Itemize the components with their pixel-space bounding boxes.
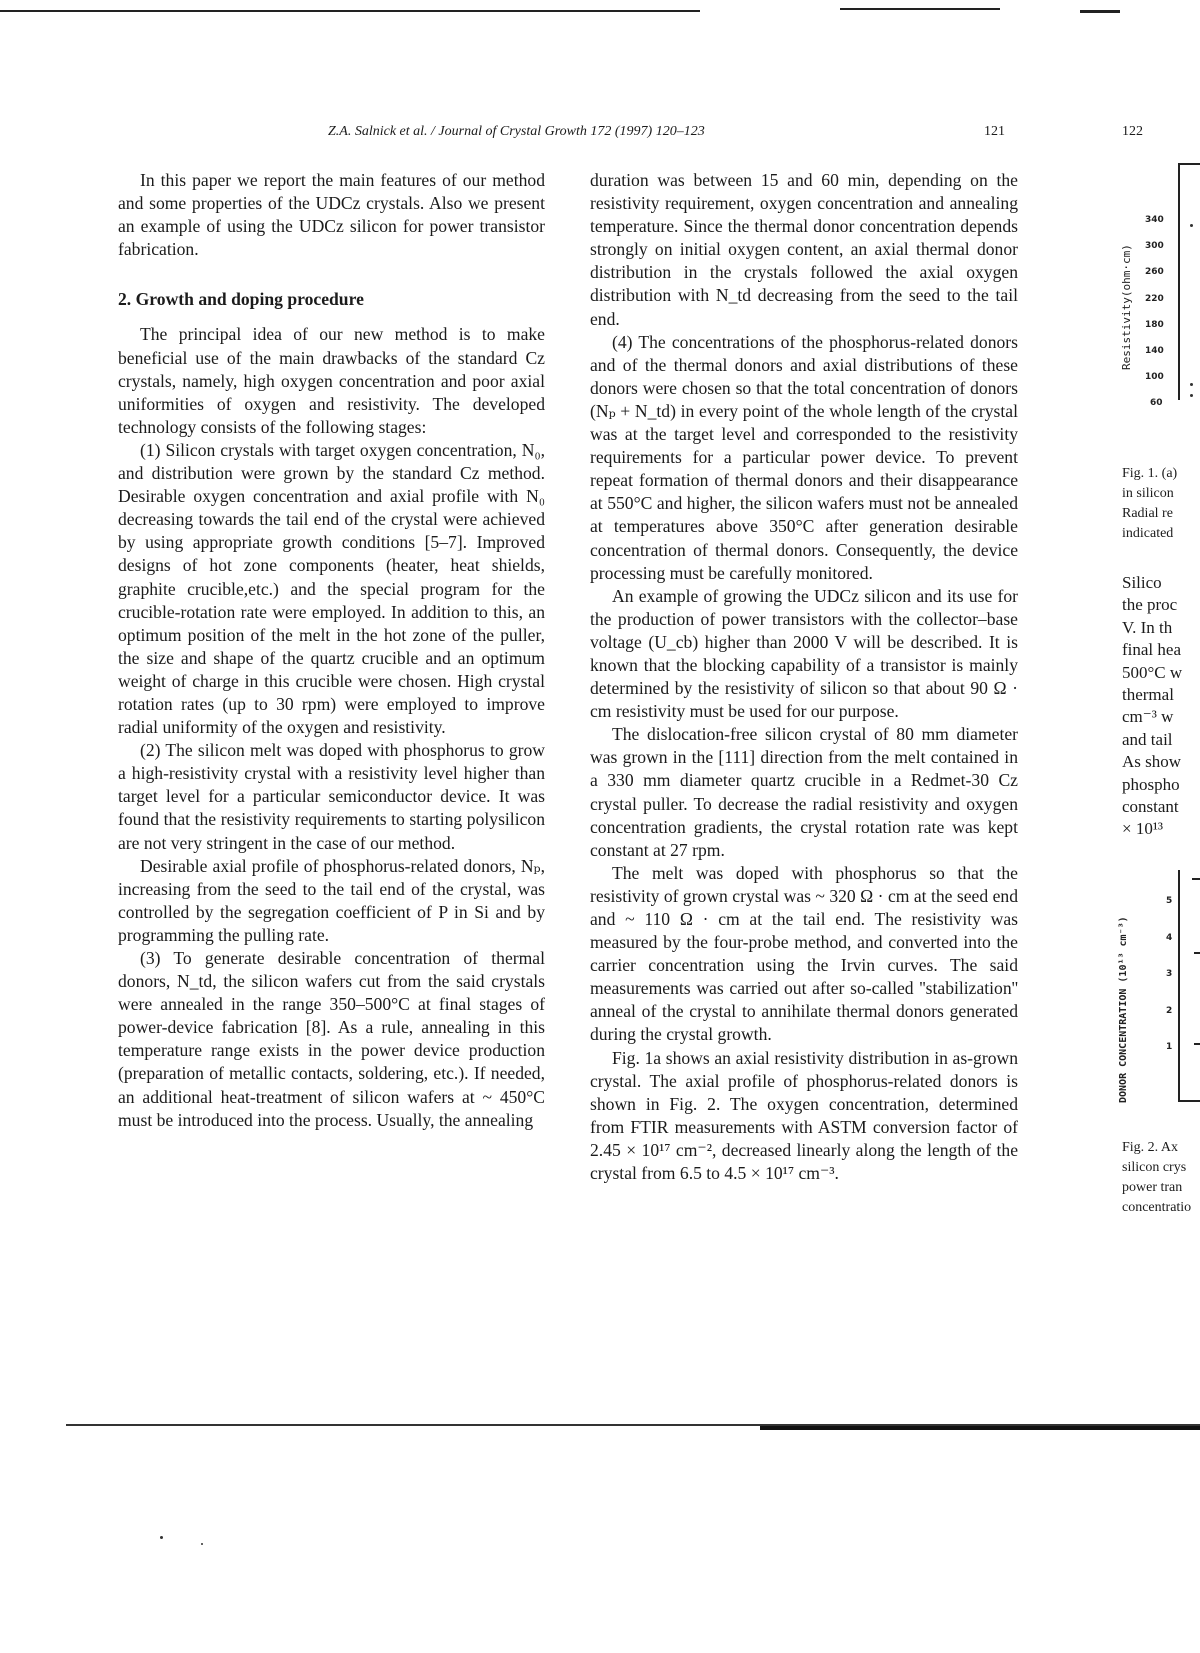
paragraph: (4) The concentrations of the phosphorus-related donors and of the thermal donors and axial distributions of these donors were chosen so that the total concentration of donors (Nₚ + N_td) in every point of the whole length of the crystal was at the target level and corresponded to the resistivity requirements for a particular power device. To prevent repeat formation of thermal donors and their disappearance at 550°C and higher, the silicon wafers must not be annealed at temperatures above 350°C after generation desirable concentration of thermal donors. Consequently, the device processing must be carefully monitored.	[590, 331, 1018, 583]
scan-speck	[201, 1543, 203, 1545]
next-page-body-line: thermal	[1122, 685, 1174, 704]
data-point	[1194, 1043, 1200, 1045]
paragraph: duration was between 15 and 60 min, depending on the resistivity requirement, oxygen concentration and annealing temperature. Since the thermal donor concentration depends strongly on initial oxygen content, an axial thermal donor distribution in the crystals followed the axial oxygen distribution with N_td decreasing from the seed to the tail end.	[590, 170, 1018, 329]
fig2-frame	[1178, 870, 1200, 1102]
paragraph: The dislocation-free silicon crystal of 80 mm diameter was grown in the [111] direction from the melt contained in a 330 mm diameter quartz crucible in a Redmet-30 Cz crystal puller. To decrease the radial resistivity and oxygen concentration gradients, the crystal rotation rate was kept constant at 27 rpm.	[590, 724, 1018, 860]
left-column	[118, 169, 545, 1132]
fig1-tick-label: 140	[1145, 346, 1164, 356]
paragraph: Fig. 1a shows an axial resistivity distribution in as-grown crystal. The axial profile of phosphorus-related donors is shown in Fig. 2. The oxygen concentration, determined from FTIR measurements with ASTM conversion factor of 2.45 × 10¹⁷ cm⁻², decreased linearly along the length of the crystal from 6.5 to 4.5 × 10¹⁷ cm⁻³.	[590, 1047, 1018, 1184]
fig1-tick-label: 300	[1145, 241, 1164, 252]
fig2-tick-label: 2	[1166, 1005, 1173, 1016]
fig2-caption-line: power tran	[1122, 1180, 1183, 1195]
fig1-tick-label: 60	[1150, 398, 1163, 409]
next-page-body-line: V. In th	[1122, 617, 1173, 637]
fig2-caption-line: concentratio	[1122, 1200, 1192, 1215]
fig1-tick-label: 100	[1145, 372, 1164, 383]
next-page-body-line: the proc	[1122, 595, 1178, 615]
data-point	[1194, 952, 1200, 954]
next-page-body-line: Silico	[1122, 573, 1162, 592]
bottom-rule-thick	[760, 1426, 1200, 1430]
next-page-body-line: cm⁻³ w	[1122, 707, 1174, 727]
fig1-y-axis-label: Resistivity(ohm·cm)	[1120, 244, 1133, 370]
fig2-caption-line: silicon crys	[1122, 1160, 1187, 1175]
top-rule-right	[840, 8, 1000, 10]
data-point	[1190, 394, 1193, 397]
fig1-tick-label: 220	[1145, 293, 1164, 304]
fig2-tick-label: 3	[1166, 969, 1173, 979]
fig1-tick-label: 180	[1145, 319, 1164, 330]
next-page-body-line: constant	[1122, 797, 1179, 816]
next-page-body-line: As show	[1122, 752, 1182, 772]
data-point	[1190, 224, 1193, 227]
fig1-caption-line: Fig. 1. (a)	[1122, 466, 1178, 481]
scan-speck	[160, 1536, 163, 1539]
fig1-caption-line: in silicon	[1122, 486, 1174, 501]
fig2-caption-line: Fig. 2. Ax	[1122, 1140, 1179, 1155]
paragraph: Desirable axial profile of phosphorus-related donors, Nₚ, increasing from the seed to the tail end of the crystal, was controlled by the segregation coefficient of P in Si and by programming the pulling rate.	[118, 855, 545, 945]
paragraph: An example of growing the UDCz silicon and its use for the production of power transistors with the collector–base voltage (U_cb) higher than 2000 V will be described. It is known that the blocking capability of a transistor is mainly determined by the resistivity of silicon so that about 90 Ω · cm resistivity must be used for our purpose.	[590, 585, 1018, 722]
fig2-tick-label: 5	[1166, 896, 1173, 906]
page-number: 121	[984, 124, 1005, 139]
fig2-tick-label: 4	[1166, 932, 1173, 943]
data-point	[1190, 383, 1193, 386]
intro-paragraph: In this paper we report the main features of our method and some properties of the UDCz crystals. Also we present an example of using the UDCz silicon for power transistor fabrication.	[118, 170, 545, 260]
fig1-frame	[1178, 163, 1200, 400]
next-page-strip	[1110, 0, 1200, 1653]
fig1-tick-label: 260	[1145, 267, 1164, 278]
fig1-tick-label: 340	[1145, 215, 1164, 225]
fig1-caption-line: Radial re	[1122, 506, 1173, 521]
running-title: Z.A. Salnick et al. / Journal of Crystal Growth 172 (1997) 120–123	[328, 124, 705, 139]
fig1-caption-line: indicated	[1122, 526, 1174, 541]
top-rule	[0, 10, 700, 12]
fig2-tick-label: 1	[1166, 1042, 1173, 1052]
next-page-body-line: × 10¹³	[1122, 819, 1164, 839]
next-page-body-line: and tail	[1122, 729, 1173, 749]
paragraph: (1) Silicon crystals with target oxygen concentration, N₀, and distribution were grown by the standard Cz method. Desirable oxygen concentration and axial profile with N₀ decreasing towards the tail end of the crystal were achieved by using appropriate growth conditions [5–7]. Improved designs of hot zone components (heater, heat shields, graphite crucible,etc.) and the special program for the crucible-rotation rate were employed. In addition to this, an optimum position of the melt in the hot zone of the puller, the size and shape of the quartz crucible and an optimum weight of charge in this crucible were chosen. High crystal rotation rates (up to 30 rpm) were employed to improve radial uniformity of the oxygen and resistivity.	[118, 439, 545, 738]
paragraph: (3) To generate desirable concentration of thermal donors, N_td, the silicon wafers cut from the said crystals were annealed in the range 350–500°C at final stages of power-device fabrication [8]. As a rule, annealing in this temperature range exists in the power device production (preparation of metallic contacts, soldering, etc.). If needed, an additional heat-treatment of silicon wafers at ~ 450°C must be introduced into the process. Usually, the annealing	[118, 948, 545, 1130]
next-page-body-line: final hea	[1122, 640, 1181, 660]
next-page-body-line: phospho	[1122, 774, 1180, 794]
data-point	[1192, 878, 1200, 880]
paragraph: The melt was doped with phosphorus so that the resistivity of grown crystal was ~ 320 Ω · cm at the seed end and ~ 110 Ω · cm at the tail end. The resistivity was measured by the four-probe method, and converted into the carrier concentration using the Irvin curves. The said measurements was carried out after so-called ''stabilization'' anneal of the crystal to annihilate thermal donors generated during the crystal growth.	[590, 862, 1018, 1045]
fig2-y-axis-label: DONOR CONCENTRATION (10¹³ cm⁻³)	[1118, 916, 1129, 1103]
right-column	[590, 169, 1018, 1185]
section-heading: 2. Growth and doping procedure	[118, 289, 364, 310]
paragraph: (2) The silicon melt was doped with phosphorus to grow a high-resistivity crystal with a resistivity level higher than target level for a particular semiconductor device. It was found that the resistivity requirements to starting polysilicon are not very stringent in the case of our method.	[118, 740, 545, 853]
next-page-number: 122	[1122, 124, 1143, 139]
paragraph: The principal idea of our new method is to make beneficial use of the main drawbacks of the standard Cz crystals, namely, high oxygen concentration and poor axial uniformities of oxygen and resistivity. The developed technology consists of the following stages:	[118, 324, 545, 437]
next-page-body-line: 500°C w	[1122, 662, 1183, 682]
